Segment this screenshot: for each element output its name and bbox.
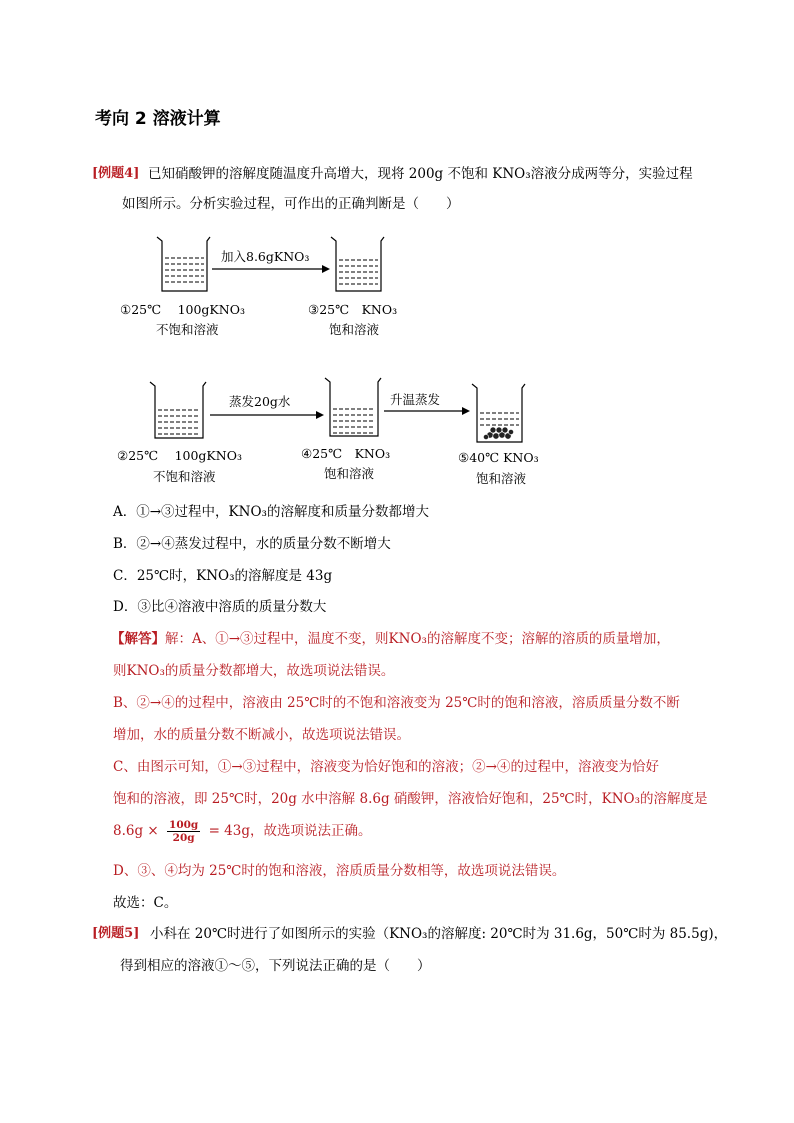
example5-tag: [例题5] [92, 926, 140, 941]
example4-tag: [例题4] [92, 166, 140, 181]
section-heading: 考向 2 溶液计算 [95, 109, 221, 129]
beaker-2-label: ②25℃ 100gKNO₃ [117, 448, 242, 463]
option-d: D．③比④溶液中溶质的质量分数大 [113, 599, 327, 615]
beaker-5 [472, 384, 525, 442]
fraction-numerator: 100g [169, 819, 199, 831]
answer-c-line1: C、由图示可知，①→③过程中，溶液变为恰好饱和的溶液；②→④的过程中，溶液变为恰好 [113, 759, 659, 775]
option-b: B．②→④蒸发过程中，水的质量分数不断增大 [113, 536, 391, 552]
experiment-figure [0, 225, 794, 495]
answer-block-1-line1 [111, 630, 670, 648]
beaker-2-state: 不饱和溶液 [153, 469, 216, 484]
beaker-1-label: ①25℃ 100gKNO₃ [120, 302, 245, 317]
beaker-2 [150, 382, 206, 438]
answer-a-line2: 则KNO₃的质量分数都增大，故选项说法错误。 [113, 663, 395, 679]
beaker-5-state: 饱和溶液 [476, 471, 527, 486]
answer-b-line1: B、②→④的过程中，溶液由 25℃时的不饱和溶液变为 25℃时的饱和溶液，溶质质量分数不断 [113, 695, 680, 711]
beaker-5-label: ⑤40℃ KNO₃ [458, 450, 539, 465]
beaker-1 [157, 237, 210, 291]
beaker-3-state: 饱和溶液 [329, 322, 380, 337]
fraction-denominator: 20g [172, 832, 195, 844]
beaker-4-label: ④25℃ KNO₃ [301, 446, 391, 461]
arrow-3-label: 升温蒸发 [390, 392, 441, 407]
example4-stem-line1: 已知硝酸钾的溶解度随温度升高增大，现将 200g 不饱和 KNO₃溶液分成两等分，实验过程 [148, 166, 693, 182]
beaker-4 [325, 378, 381, 436]
calc-fraction [167, 819, 200, 844]
answer-c-line2: 饱和的溶液，即 25℃时，20g 水中溶解 8.6g 硝酸钾，溶液恰好饱和，25℃时，KNO₃的溶解度是 [113, 791, 708, 807]
arrow-2-label: 蒸发20g水 [229, 394, 291, 409]
example5-stem-line2: 得到相应的溶液①～⑤，下列说法正确的是（ ） [120, 958, 431, 974]
answer-label: 【解答】 [111, 631, 165, 647]
calc-result: = 43g，故选项说法正确。 [208, 823, 372, 839]
arrow-2 [210, 411, 324, 419]
calc-prefix: 8.6g × [113, 823, 159, 839]
answer-c-line3 [113, 817, 372, 845]
answer-a-line1: 解：A、①→③过程中，温度不变，则KNO₃的溶解度不变；溶解的溶质的质量增加， [165, 631, 670, 647]
beaker-1-state: 不饱和溶液 [156, 322, 219, 337]
arrow-1-label: 加入8.6gKNO₃ [221, 249, 310, 264]
beaker-3-label: ③25℃ KNO₃ [308, 302, 398, 317]
answer-final: 故选：C。 [113, 895, 178, 911]
arrow-1 [212, 265, 330, 273]
option-a: A．①→③过程中，KNO₃的溶解度和质量分数都增大 [113, 504, 429, 520]
option-c: C．25℃时，KNO₃的溶解度是 43g [113, 568, 333, 584]
answer-b-line2: 增加，水的质量分数不断减小，故选项说法错误。 [113, 727, 410, 743]
crystal-precipitate [483, 427, 513, 440]
answer-d: D、③、④均为 25℃时的饱和溶液，溶质质量分数相等，故选项说法错误。 [113, 863, 566, 879]
beaker-4-state: 饱和溶液 [324, 466, 375, 481]
arrow-3 [384, 407, 470, 415]
beaker-3 [331, 237, 384, 291]
example5-stem-line1: 小科在 20℃时进行了如图所示的实验（KNO₃的溶解度: 20℃时为 31.6g，50℃时为 85.5g)， [150, 926, 728, 942]
example4-stem-line2: 如图所示。分析实验过程，可作出的正确判断是（ ） [122, 196, 460, 212]
